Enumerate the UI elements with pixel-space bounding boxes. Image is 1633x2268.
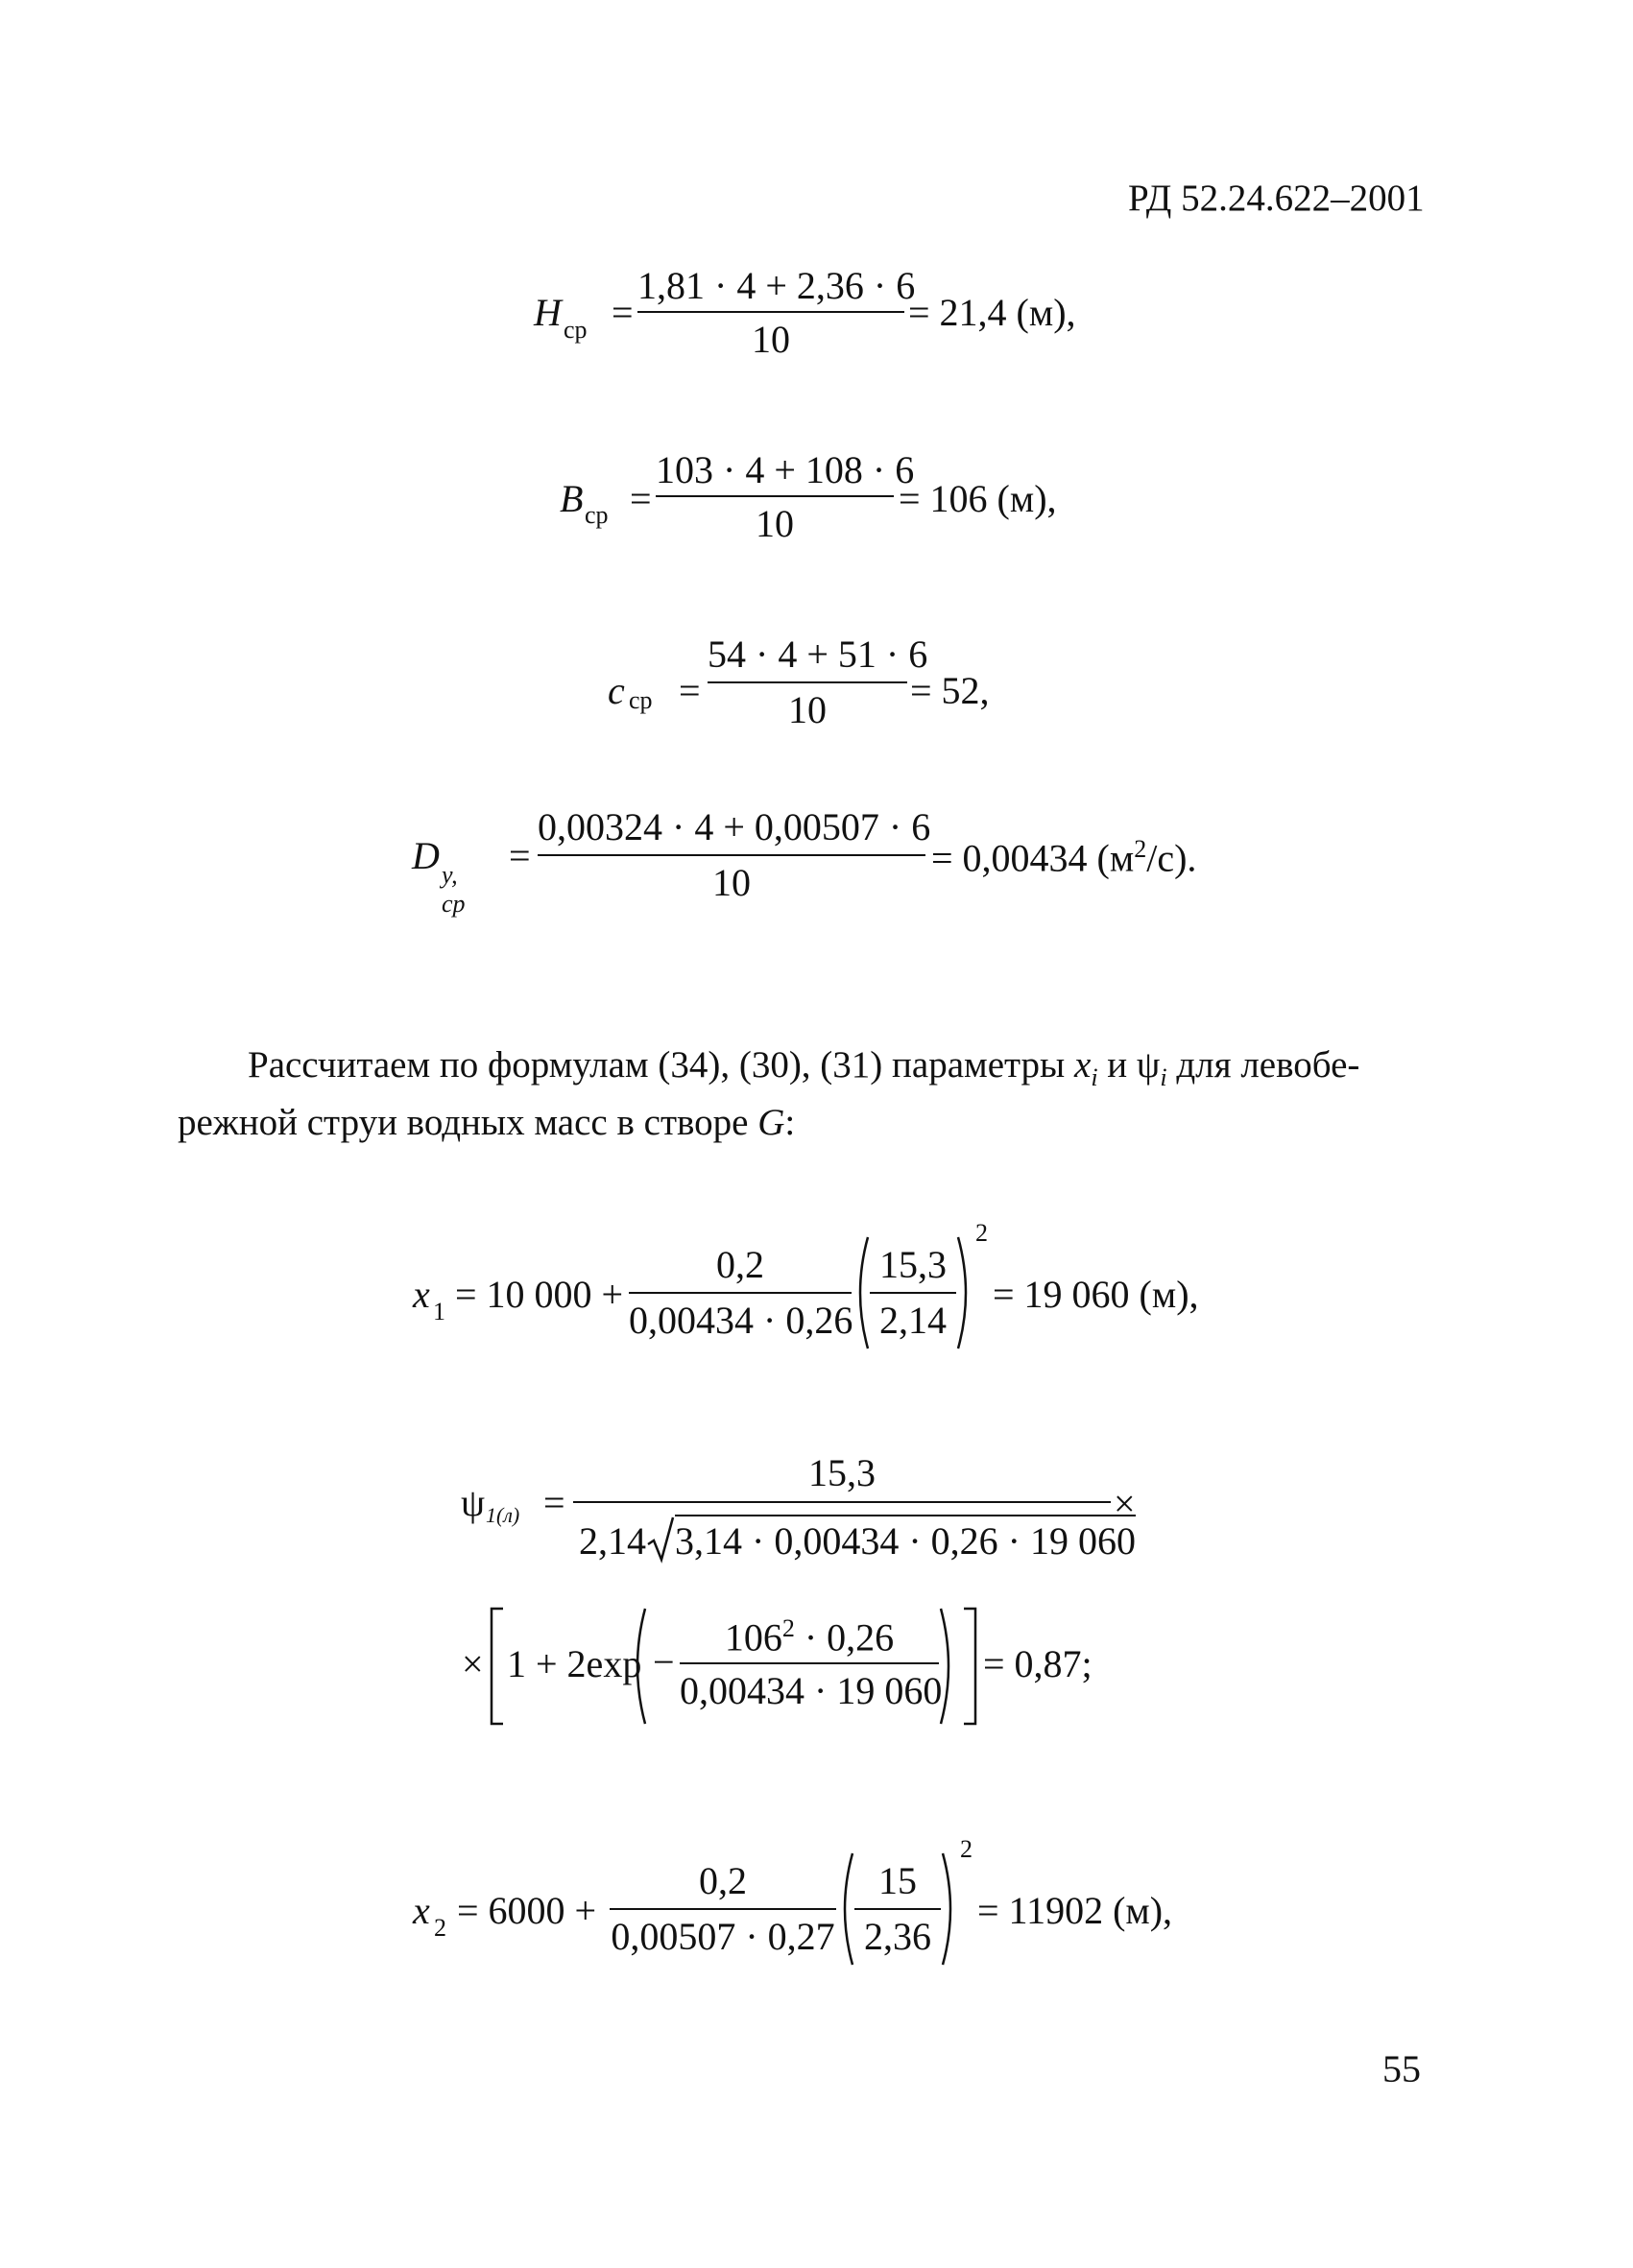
exp-fraction xyxy=(680,1614,943,1712)
power: 2 xyxy=(975,1219,988,1247)
fraction-numerator xyxy=(680,1616,939,1657)
power: 2 xyxy=(960,1835,973,1863)
denominator-prefix: 2,14 xyxy=(579,1519,646,1563)
fraction-numerator: 15,3 xyxy=(879,1243,947,1286)
formula-lhs: H xyxy=(534,291,562,334)
formula-lhs: D xyxy=(412,834,440,877)
fraction-bar xyxy=(637,311,904,313)
formula-result: = 52, xyxy=(910,669,990,712)
formula-lhs: B xyxy=(560,477,584,520)
paragraph-text: Рассчитаем по формулам (34), (30), (31) параметры xyxy=(248,1044,1074,1086)
numerator-base: 106 xyxy=(724,1615,782,1659)
fraction-bar xyxy=(629,1292,852,1294)
fraction xyxy=(656,448,915,547)
fraction xyxy=(629,1243,853,1342)
minus-sign: − xyxy=(653,1640,675,1683)
paragraph-line-1 xyxy=(248,1046,1359,1090)
var-g: G xyxy=(757,1102,785,1143)
fraction-bar xyxy=(656,495,894,497)
radicand: 3,14 · 0,00434 · 0,26 · 19 060 xyxy=(675,1515,1136,1563)
square-root-icon xyxy=(646,1516,675,1564)
formula-lhs: x xyxy=(413,1889,430,1932)
fraction-bar xyxy=(680,1662,939,1664)
fraction-denominator: 10 xyxy=(752,318,790,361)
formula-lhs-subscript: 1 xyxy=(433,1298,445,1325)
right-parenthesis xyxy=(937,1605,960,1728)
fraction-denominator: 0,00434 · 0,26 xyxy=(629,1299,853,1342)
left-parenthesis xyxy=(626,1605,649,1728)
fraction-denominator: 10 xyxy=(712,861,751,904)
formula-equals: = 6000 + xyxy=(457,1889,597,1932)
formula-result xyxy=(931,835,1197,880)
fraction-numerator: 0,2 xyxy=(716,1243,764,1286)
fraction-denominator: 10 xyxy=(788,688,827,731)
inner-fraction xyxy=(870,1243,956,1342)
fraction-bar xyxy=(538,854,925,856)
fraction-denominator xyxy=(579,1516,1136,1564)
fraction-denominator: 10 xyxy=(756,502,794,545)
var-psi-subscript: i xyxy=(1160,1062,1167,1091)
fraction-bar xyxy=(573,1501,1111,1503)
fraction-numerator: 0,2 xyxy=(699,1859,747,1902)
fraction-denominator: 0,00507 · 0,27 xyxy=(611,1915,835,1958)
paragraph-text: для левобе- xyxy=(1166,1044,1360,1086)
right-bracket xyxy=(960,1605,979,1728)
inner-fraction xyxy=(854,1859,941,1958)
fraction-numerator: 0,00324 · 4 + 0,00507 · 6 xyxy=(538,805,931,848)
fraction xyxy=(637,264,916,363)
formula-lhs-subscript: y, ср xyxy=(442,861,466,918)
formula-result: = 11902 (м), xyxy=(977,1889,1173,1932)
fraction xyxy=(610,1859,836,1958)
formula-lhs: c xyxy=(608,669,625,712)
document-code: РД 52.24.622–2001 xyxy=(1128,178,1425,219)
formula-lhs: ψ xyxy=(461,1481,486,1524)
page-number: 55 xyxy=(1382,2047,1421,2090)
paragraph-line-2 xyxy=(178,1104,795,1141)
formula-equals: = 10 000 + xyxy=(455,1273,624,1316)
formula-equals: = xyxy=(543,1481,565,1524)
formula-lhs-subscript: ср xyxy=(585,501,609,529)
right-parenthesis xyxy=(954,1233,977,1352)
fraction xyxy=(538,805,931,904)
result-superscript: 2 xyxy=(1134,835,1147,863)
left-parenthesis xyxy=(849,1233,872,1352)
fraction-denominator: 0,00434 · 19 060 xyxy=(680,1669,943,1712)
formula-lhs-subscript: 1(л) xyxy=(486,1503,520,1527)
fraction-denominator: 2,14 xyxy=(879,1299,947,1342)
fraction xyxy=(573,1451,1136,1569)
result-tail: /с). xyxy=(1146,836,1197,880)
formula-lhs-subscript: ср xyxy=(564,316,588,344)
formula-result: = 106 (м), xyxy=(899,477,1057,520)
var-psi: ψ xyxy=(1136,1044,1161,1086)
formula-equals: = xyxy=(679,669,701,712)
fraction-bar xyxy=(870,1292,956,1294)
fraction-numerator: 1,81 · 4 + 2,36 · 6 xyxy=(637,264,916,307)
formula-equals: = xyxy=(630,477,652,520)
paragraph-text: : xyxy=(784,1102,796,1143)
fraction-numerator: 103 · 4 + 108 · 6 xyxy=(656,448,915,491)
formula-result: = 0,87; xyxy=(983,1642,1093,1685)
formula-lhs-subscript: ср xyxy=(629,686,653,714)
fraction-numerator: 15,3 xyxy=(808,1451,876,1494)
var-x-subscript: i xyxy=(1091,1062,1098,1091)
one-plus-exp: 1 + 2exp xyxy=(507,1642,642,1685)
left-parenthesis xyxy=(833,1850,856,1969)
paragraph-text: и xyxy=(1097,1044,1137,1086)
formula-lhs-subscript: 2 xyxy=(434,1914,446,1942)
fraction xyxy=(708,633,928,731)
formula-result: = 21,4 (м), xyxy=(908,291,1076,334)
numerator-tail: · 0,26 xyxy=(794,1615,895,1659)
formula-lhs: x xyxy=(413,1273,430,1316)
formula-equals: = xyxy=(612,291,634,334)
fraction-numerator: 54 · 4 + 51 · 6 xyxy=(708,633,928,676)
fraction-denominator: 2,36 xyxy=(864,1915,931,1958)
times-sign: × xyxy=(462,1642,484,1685)
paragraph-text: режной струи водных масс в створе xyxy=(178,1102,758,1143)
numerator-superscript: 2 xyxy=(781,1614,795,1642)
fraction-numerator: 15 xyxy=(878,1859,917,1902)
right-parenthesis xyxy=(939,1850,962,1969)
formula-result: = 19 060 (м), xyxy=(993,1273,1199,1316)
var-x: x xyxy=(1074,1044,1092,1086)
fraction-bar xyxy=(610,1908,836,1910)
fraction-bar xyxy=(708,681,907,683)
formula-equals: = xyxy=(509,834,531,877)
times-sign: × xyxy=(1114,1482,1136,1525)
fraction-bar xyxy=(854,1908,941,1910)
result-main: = 0,00434 (м xyxy=(931,836,1135,880)
left-bracket xyxy=(488,1605,507,1728)
